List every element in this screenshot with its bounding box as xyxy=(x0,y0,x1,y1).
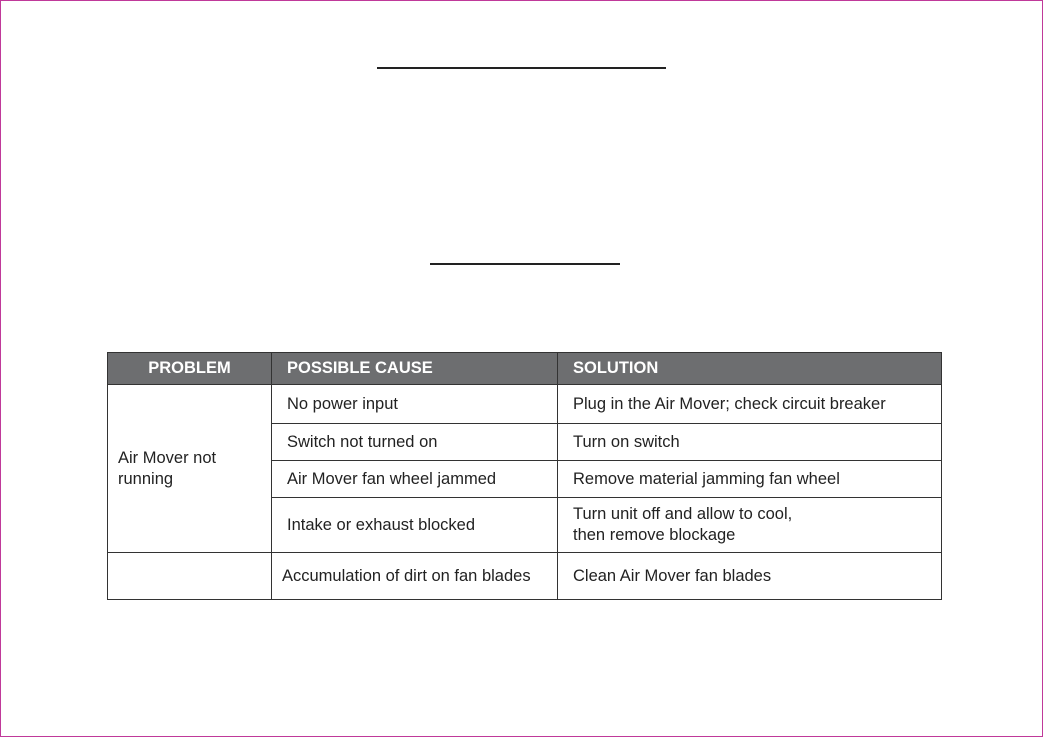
solution-text: Remove material jamming fan wheel xyxy=(573,469,840,488)
solution-cell xyxy=(558,385,942,424)
solution-cell xyxy=(558,553,942,600)
problem-cell xyxy=(108,553,272,600)
solution-text: Turn on switch xyxy=(573,432,680,451)
cause-cell: Switch not turned on xyxy=(272,424,558,461)
solution-text-line-2: then remove blockage xyxy=(573,526,736,544)
header-possible-cause: POSSIBLE CAUSE xyxy=(272,353,558,385)
solution-text: Clean Air Mover fan blades xyxy=(573,566,772,585)
solution-text-line-1: Turn unit off and allow to cool, xyxy=(573,505,793,523)
solution-cell xyxy=(558,461,942,498)
header-solution: SOLUTION xyxy=(558,353,942,385)
cause-cell: Intake or exhaust blocked xyxy=(272,498,558,553)
heading-underline-top xyxy=(377,67,666,69)
cause-cell: No power input xyxy=(272,385,558,424)
solution-cell xyxy=(558,498,942,553)
cause-cell: Air Mover fan wheel jammed xyxy=(272,461,558,498)
table-row xyxy=(108,553,942,600)
table-header-row xyxy=(108,353,942,385)
heading-underline-troubleshooting xyxy=(430,263,620,265)
table-row xyxy=(108,385,942,424)
solution-text: Plug in the Air Mover; check circuit breaker xyxy=(573,394,886,413)
header-problem: PROBLEM xyxy=(108,353,272,385)
solution-cell xyxy=(558,424,942,461)
problem-cell: Air Mover not running xyxy=(108,385,272,553)
troubleshooting-table xyxy=(107,352,942,600)
cause-cell: Accumulation of dirt on fan blades xyxy=(272,553,558,600)
